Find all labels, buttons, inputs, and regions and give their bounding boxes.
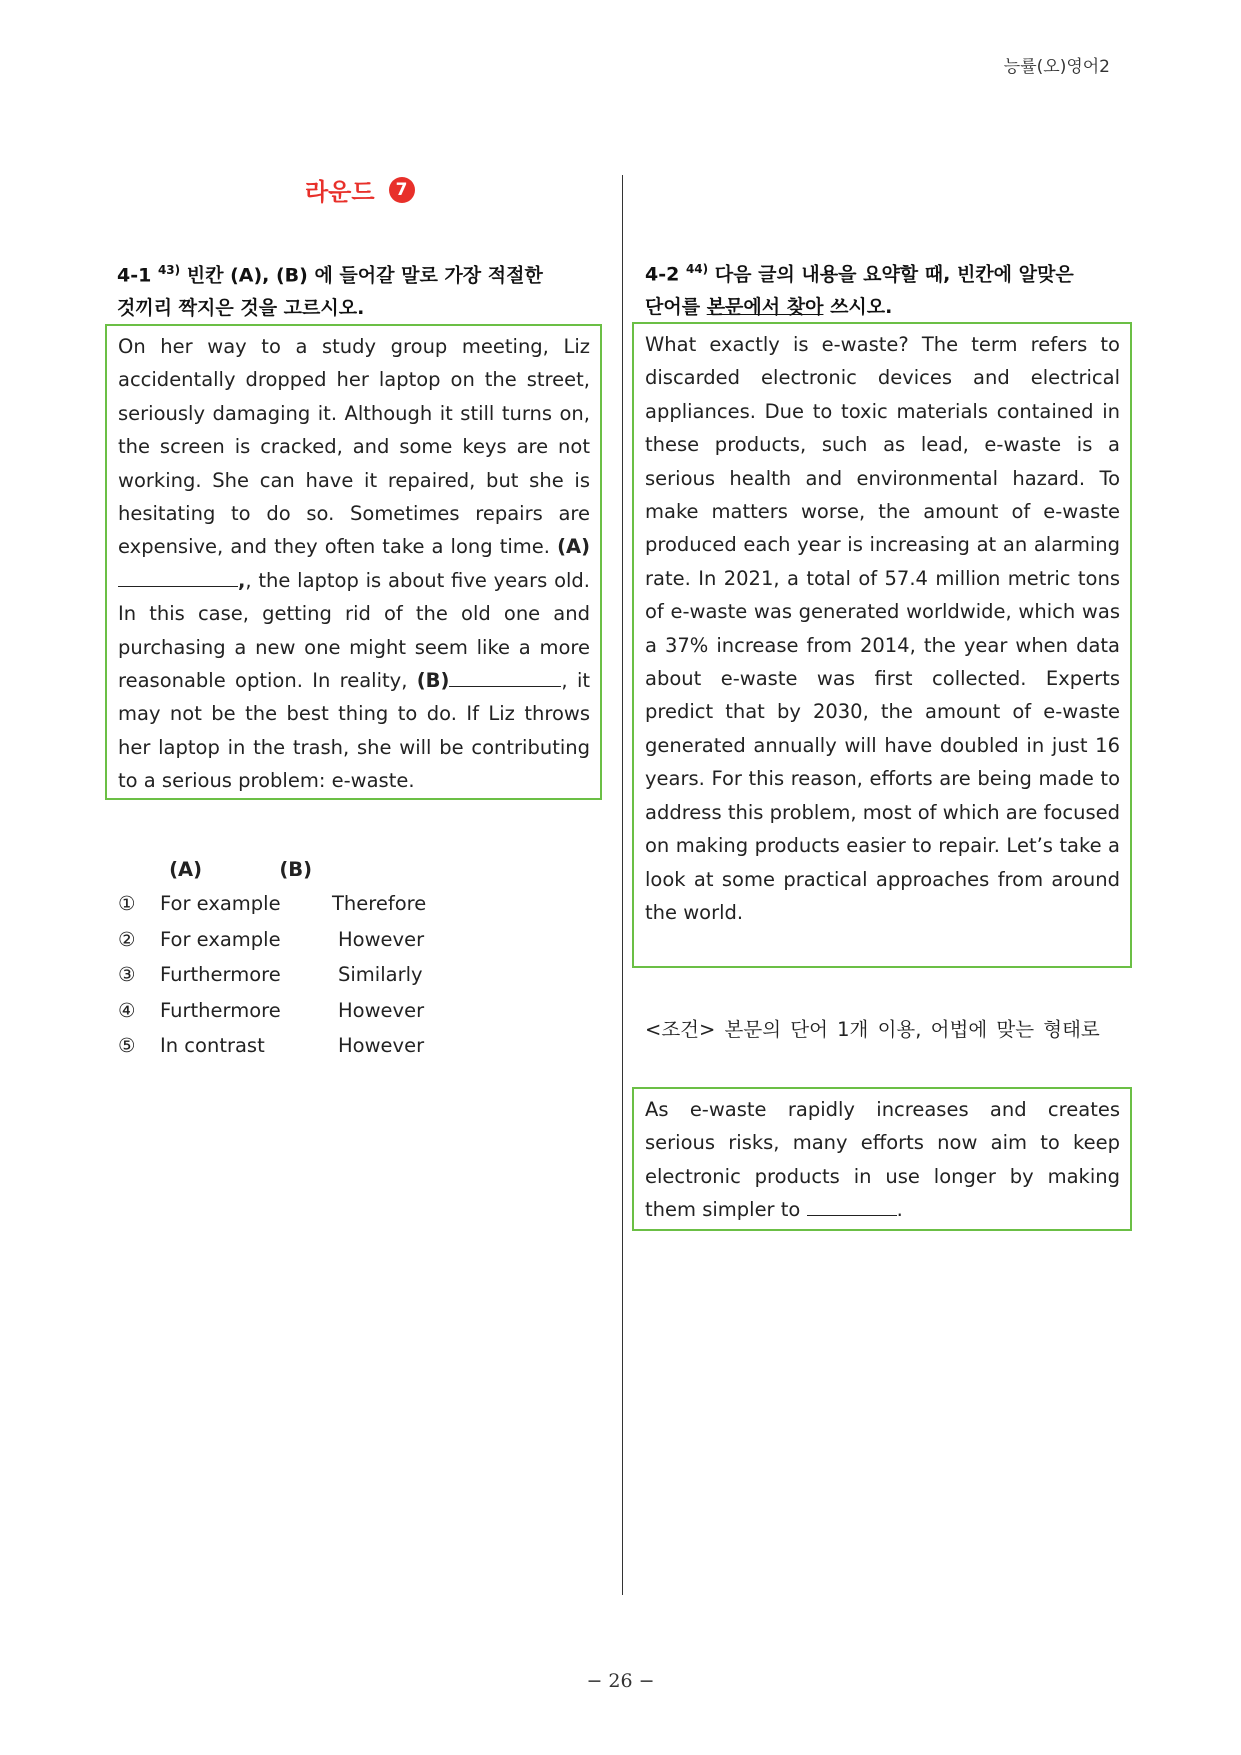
q1-footnote: 43) xyxy=(157,263,181,277)
q1-option-1-a: For example xyxy=(160,892,281,916)
q2-passage-box xyxy=(632,322,1132,968)
column-divider xyxy=(622,175,623,1595)
q1-passage-part2: , the laptop is about five years old. In this case, getting rid of the old one and purchasing a new one might seem like a more reasonable option. In reality, xyxy=(118,568,590,693)
q1-number: 4-1 xyxy=(117,264,152,287)
q1-options-header-b: (B) xyxy=(279,857,312,881)
q2-number: 4-2 xyxy=(645,263,680,286)
q1-blank-a-label: (A) xyxy=(557,535,591,559)
q1-passage-part1: On her way to a study group meeting, Liz accidentally dropped her laptop on the street, seriously damaging it. Although it still turns on, the screen is cracked, and some keys are not working. She can have it repaired, but she is hesitating to do so. Sometimes repairs are expensive, and they often take a long time. xyxy=(118,335,590,559)
q2-instruction-text2: 단어를 xyxy=(645,296,701,319)
round-title xyxy=(305,172,415,207)
q1-option-1-b: Therefore xyxy=(332,892,427,916)
q1-blank-b xyxy=(449,664,561,687)
q1-option-1[interactable] xyxy=(118,886,426,922)
q2-instruction-line1 xyxy=(645,253,1125,291)
header-title: 능률(오)영어2 xyxy=(1003,57,1110,77)
q1-instruction-line1 xyxy=(117,254,589,292)
q1-options xyxy=(118,852,426,1064)
q1-option-1-number: ① xyxy=(118,892,136,916)
q2-instruction-line2 xyxy=(645,291,1125,324)
q1-instruction xyxy=(117,254,589,325)
q1-blank-a xyxy=(118,564,238,587)
q1-options-header xyxy=(118,852,426,886)
q1-option-4-a: Furthermore xyxy=(160,998,281,1022)
page-number: − 26 − xyxy=(586,1670,655,1692)
q1-instruction-text1: 빈칸 (A), (B) 에 들어갈 말로 가장 적절한 xyxy=(186,264,543,287)
q2-summary-box xyxy=(632,1087,1132,1231)
q2-summary-text: As e-waste rapidly increases and creates serious risks, many efforts now aim to keep electronic products in use longer by making them simpler to xyxy=(645,1098,1120,1222)
q1-option-3-number: ③ xyxy=(118,963,136,987)
q2-condition: <조건> 본문의 단어 1개 이용, 어법에 맞는 형태로 xyxy=(645,1018,1100,1041)
q1-option-2[interactable] xyxy=(118,922,426,958)
q1-passage-part3: , it may not be the best thing to do. If Liz throws her laptop in the trash, she will be contributing to a serious problem: e-waste. xyxy=(118,669,591,793)
q2-summary-end: . xyxy=(896,1198,903,1222)
q1-option-5-b: However xyxy=(338,1034,425,1058)
q2-passage: What exactly is e-waste? The term refers to discarded electronic devices and electrical appliances. Due to toxic materials contained in these products, such as lead, e-waste is a serious health and environmental hazard. To make matters worse, the amount of e-waste produced each year is increasing at an alarming rate. In 2021, a total of 57.4 million metric tons of e-waste was generated worldwide, which was a 37% increase from 2014, the year when data about e-waste was first collected. Experts predict that by 2030, the amount of e-waste generated annually will have doubled in just 16 years. For this reason, efforts are being made to address this problem, most of which are focused on making products easier to repair. Let’s take a look at some practical approaches from around the world. xyxy=(645,333,1120,924)
q1-instruction-text2: 것끼리 짝지은 것을 고르시오. xyxy=(117,297,365,320)
q1-option-2-a: For example xyxy=(160,927,281,951)
q1-option-5-a: In contrast xyxy=(160,1034,265,1058)
round-number-badge: 7 xyxy=(389,177,415,203)
q2-footnote: 44) xyxy=(685,262,709,276)
q2-summary-blank[interactable] xyxy=(807,1193,897,1216)
q1-option-5[interactable] xyxy=(118,1028,426,1064)
q2-summary xyxy=(645,1093,1120,1227)
q1-option-5-number: ⑤ xyxy=(118,1034,136,1058)
q1-option-4-number: ④ xyxy=(118,998,136,1022)
q1-options-header-a: (A) xyxy=(169,857,202,881)
q1-option-4-b: However xyxy=(338,998,425,1022)
q1-option-3-b: Similarly xyxy=(338,963,423,987)
q1-passage-box xyxy=(105,324,602,800)
q2-instruction-text3: 쓰시오. xyxy=(830,296,893,319)
q1-option-2-b: However xyxy=(338,927,425,951)
q2-instruction xyxy=(645,253,1125,324)
round-label: 라운드 xyxy=(305,178,375,206)
q1-option-3[interactable] xyxy=(118,957,426,993)
q1-passage: On her way to a study group meeting, Liz accidentally dropped her laptop on the street, seriously damaging it. Although it still turns on, the screen is cracked, and some keys are not working. She can have it repaired, but she is hesitating to do so. Sometimes repairs are expensive, and they often take a long time. (A),, the laptop is about five years old. In this case, getting rid of the old one and purchasing a new one might seem like a more reasonable option. In reality, (B) , it may not be the best thing to do. If Liz throws her laptop in the trash, she will be contributing to a serious problem: e-waste. xyxy=(118,335,591,793)
q1-option-4[interactable] xyxy=(118,993,426,1029)
q2-instruction-text1: 다음 글의 내용을 요약할 때, 빈칸에 알맞은 xyxy=(714,263,1074,286)
q1-option-2-number: ② xyxy=(118,927,136,951)
q1-blank-b-label: (B) xyxy=(416,669,450,693)
q2-instruction-underlined: 본문에서 찾아 xyxy=(706,296,824,319)
q1-option-3-a: Furthermore xyxy=(160,963,281,987)
